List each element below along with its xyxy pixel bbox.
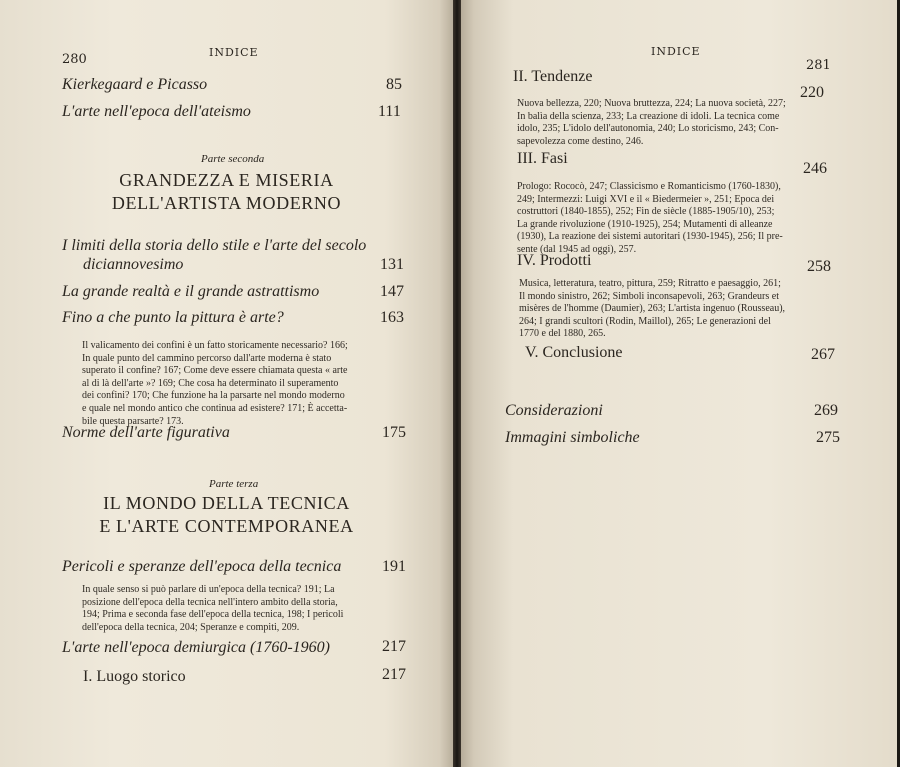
summary-line: dei confini? 170; Che funzione ha la parsarte nel mondo moderno <box>82 390 345 402</box>
toc-page-considerazioni: 269 <box>814 402 838 419</box>
toc-entry-grande-realta: La grande realtà e il grande astrattismo <box>62 283 320 300</box>
toc-page-limiti: 131 <box>380 256 404 273</box>
summary-line: misères de l'homme (Daumier), 263; L'artista ingenuo (Rousseau), <box>519 303 786 315</box>
part-three-label: Parte terza <box>209 478 259 490</box>
toc-section-luogo: I. Luogo storico <box>83 668 186 685</box>
summary-line: costruttori (1840-1855), 252; Fin de siècle (1885-1905/10), 253; <box>517 206 775 218</box>
toc-page-conclusione: 267 <box>811 346 835 363</box>
summary-line: idolo, 235; L'idolo dell'autonomia, 240; Lo storicismo, 243; Con- <box>517 123 779 135</box>
toc-entry-kierkegaard: Kierkegaard e Picasso <box>62 76 208 93</box>
toc-page-pericoli: 191 <box>382 558 406 575</box>
summary-line: 264; I grandi scultori (Rodin, Maillol), 265; Le generazioni del <box>519 315 771 327</box>
part-two-label: Parte seconda <box>201 153 265 165</box>
summary-line: 249; Intermezzi: Luigi XVI e il « Biedermeier », 251; Epoca dei <box>517 193 775 205</box>
toc-entry-demiurgica: L'arte nell'epoca demiurgica (1760-1960) <box>62 639 330 656</box>
summary-line: Musica, letteratura, teatro, pittura, 259; Ritratto e paesaggio, 261; <box>519 278 781 289</box>
summary-line: dell'epoca della tecnica, 204; Speranze e compiti, 209. <box>82 621 300 633</box>
toc-page-grande-realta: 147 <box>380 283 404 300</box>
summary-line: (1930), La reazione dei sistemi autoritari (1930-1945), 256; Il pre- <box>517 231 783 243</box>
toc-page-kierkegaard: 85 <box>386 76 402 93</box>
right-page <box>461 0 897 767</box>
toc-page-tendenze: 220 <box>800 84 824 101</box>
summary-line: Il valicamento dei confini è un fatto storicamente necessario? 166; <box>82 340 348 351</box>
summary-line: In balìa della scienza, 233; La creazione di idoli. La tecnica come <box>517 110 780 122</box>
toc-page-luogo: 217 <box>382 666 406 683</box>
summary-fasi <box>517 181 829 257</box>
summary-line: Nuova bellezza, 220; Nuova bruttezza, 224; La nuova società, 227; <box>517 98 786 109</box>
summary-line: posizione dell'epoca della tecnica nell'intero ambito della storia, <box>82 596 338 608</box>
toc-page-demiurgica: 217 <box>382 638 406 655</box>
page-number-left: 280 <box>62 52 87 67</box>
summary-line: 1770 e del 1880, 265. <box>519 328 606 340</box>
toc-page-fasi: 246 <box>803 160 827 177</box>
page-number-right: 281 <box>806 58 831 73</box>
toc-page-immagini: 275 <box>816 429 840 446</box>
toc-entry-considerazioni: Considerazioni <box>505 402 603 419</box>
summary-line: 194; Prima e seconda fase dell'epoca della tecnica, 198; I pericoli <box>82 609 344 621</box>
toc-entry-immagini: Immagini simboliche <box>505 429 640 446</box>
toc-section-fasi: III. Fasi <box>517 150 568 167</box>
summary-line: In quale punto del cammino percorso dall'arte moderna è stato <box>82 352 332 364</box>
summary-pittura <box>82 340 407 428</box>
summary-line: La grande rivoluzione (1910-1925), 254; Mutamenti di alleanze <box>517 218 773 230</box>
summary-line: bile questa parsarte? 173. <box>82 415 184 427</box>
toc-page-norme: 175 <box>382 424 406 441</box>
summary-tendenze <box>517 98 827 148</box>
toc-page-pittura: 163 <box>380 309 404 326</box>
part-three-title-line2: E L'ARTE CONTEMPORANEA <box>99 516 354 536</box>
summary-line: sente (dal 1945 ad oggi), 257. <box>517 243 637 255</box>
toc-entry-norme: Norme dell'arte figurativa <box>62 424 230 441</box>
summary-line: al di là dell'arte »? 169; Che cosa ha determinato il superamento <box>82 377 339 389</box>
running-head-right: INDICE <box>651 45 701 58</box>
toc-entry-pittura: Fino a che punto la pittura è arte? <box>62 309 284 326</box>
toc-section-prodotti: IV. Prodotti <box>517 252 592 269</box>
toc-section-conclusione: V. Conclusione <box>525 344 623 361</box>
running-head-left: INDICE <box>209 46 259 59</box>
part-two-title-line1: GRANDEZZA E MISERIA <box>119 170 334 190</box>
part-three-title-line1: IL MONDO DELLA TECNICA <box>103 493 350 513</box>
toc-entry-pericoli: Pericoli e speranze dell'epoca della tecnica <box>62 558 342 575</box>
summary-prodotti <box>519 278 833 341</box>
toc-entry-limiti-line1: I limiti della storia dello stile e l'arte del secolo <box>62 237 367 254</box>
summary-line: sapevolezza come destino, 246. <box>517 135 644 147</box>
summary-line: e quale nel mondo antico che continua ad esistere? 171; È accetta- <box>82 402 348 414</box>
summary-line: superato il confine? 167; Come deve essere chiamata questa « arte <box>82 365 348 377</box>
toc-page-prodotti: 258 <box>807 258 831 275</box>
toc-page-ateismo: 111 <box>378 103 401 120</box>
summary-line: Il mondo sinistro, 262; Simboli inconsapevoli, 263; Grandeurs et <box>519 290 779 302</box>
summary-line: In quale senso si può parlare di un'epoca della tecnica? 191; La <box>82 584 335 595</box>
book-gutter <box>453 0 461 767</box>
part-two-title-line2: DELL'ARTISTA MODERNO <box>111 193 342 213</box>
summary-line: Prologo: Rococò, 247; Classicismo e Romanticismo (1760-1830), <box>517 181 781 192</box>
toc-entry-limiti-line2: diciannovesimo <box>83 256 184 273</box>
toc-section-tendenze: II. Tendenze <box>513 68 593 85</box>
summary-pericoli <box>82 584 407 634</box>
toc-entry-ateismo: L'arte nell'epoca dell'ateismo <box>62 103 251 120</box>
